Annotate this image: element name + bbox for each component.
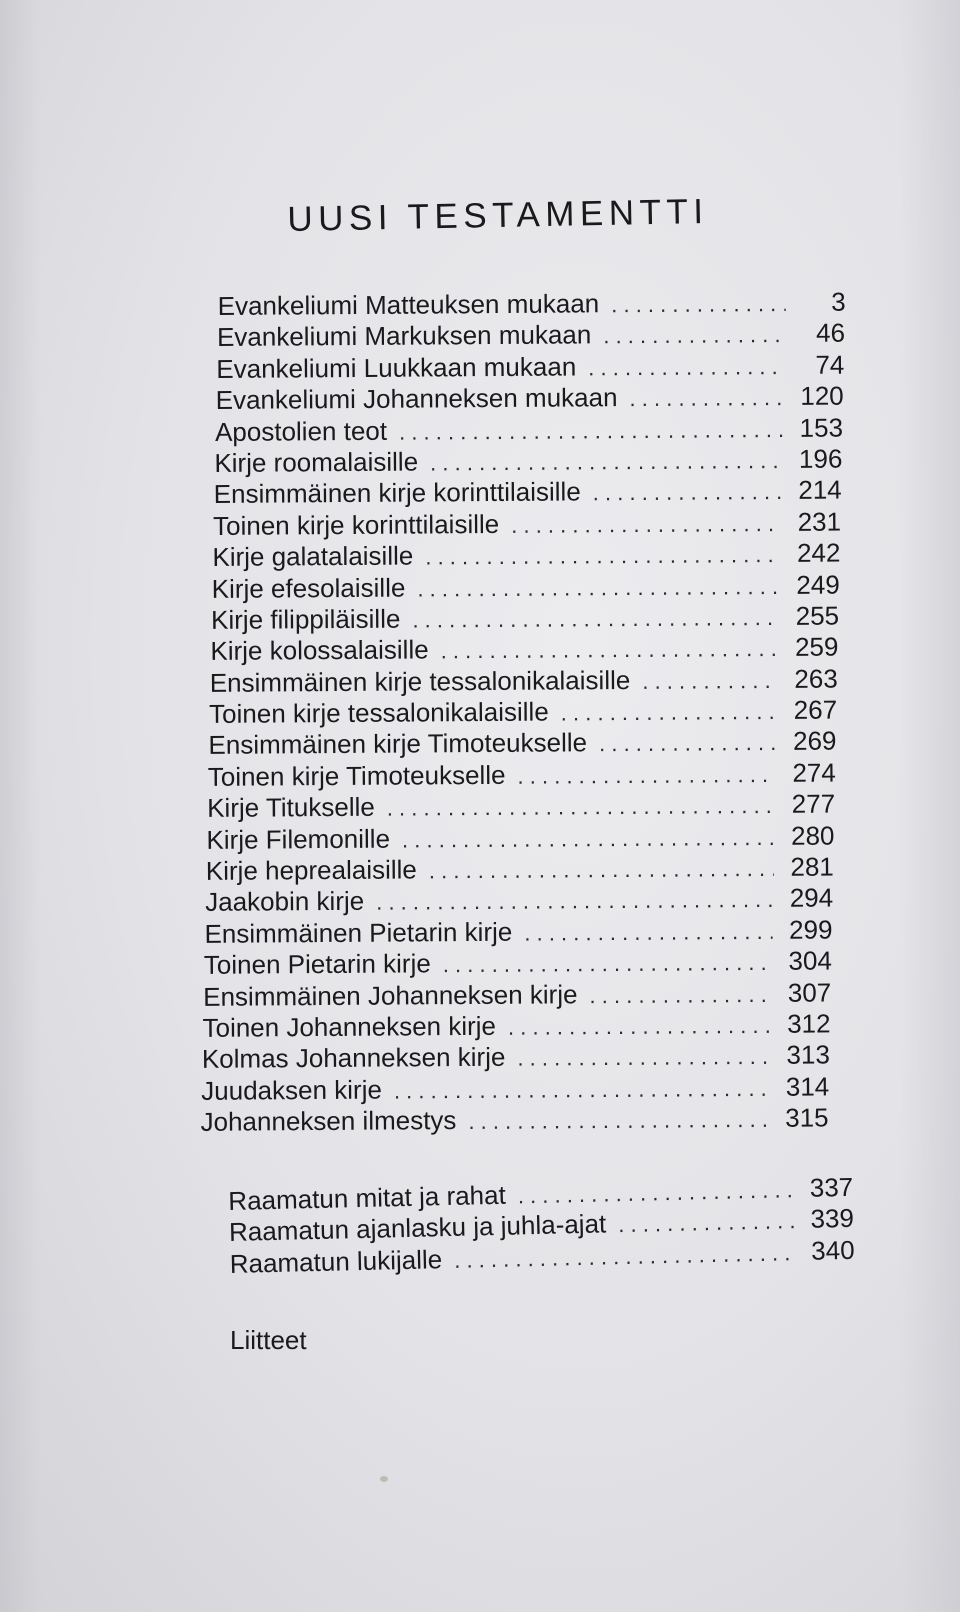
toc-entry-page-number: 277 bbox=[791, 788, 836, 820]
toc-entry-title: Toinen kirje tessalonikalaisille bbox=[209, 696, 549, 729]
dot-leader bbox=[443, 947, 772, 980]
dot-leader bbox=[517, 1041, 770, 1074]
dot-leader bbox=[454, 1237, 795, 1276]
toc-entry-title: Kirje heprealaisille bbox=[205, 854, 417, 886]
toc-entry-title: Kirje filippiläisille bbox=[210, 603, 401, 635]
dot-leader bbox=[430, 445, 782, 478]
toc-entry-title: Raamatun ajanlasku ja juhla-ajat bbox=[228, 1208, 607, 1248]
toc-entry bbox=[210, 663, 838, 699]
paper-speck bbox=[380, 1476, 388, 1482]
dot-leader bbox=[394, 1073, 770, 1107]
toc-entry-title: Evankeliumi Johanneksen mukaan bbox=[215, 382, 618, 416]
dot-leader bbox=[387, 790, 776, 824]
toc-entry-title: Kirje galatalaisille bbox=[212, 540, 414, 573]
toc-entry-title: Juudaksen kirje bbox=[201, 1074, 382, 1106]
toc-entry bbox=[205, 883, 833, 919]
toc-entry bbox=[214, 444, 842, 480]
toc-entry bbox=[216, 381, 844, 417]
dot-leader bbox=[603, 319, 785, 351]
toc-entry-title: Kirje roomalaisille bbox=[214, 446, 419, 478]
toc-entry-page-number: 242 bbox=[796, 537, 841, 568]
dot-leader bbox=[642, 665, 778, 697]
toc-entry-page-number: 337 bbox=[809, 1171, 854, 1203]
dot-leader bbox=[561, 696, 778, 729]
toc-entry-title: Raamatun mitat ja rahat bbox=[228, 1179, 507, 1216]
toc-entry bbox=[217, 318, 845, 354]
toc-entry-page-number: 74 bbox=[815, 349, 845, 380]
dot-leader bbox=[629, 382, 783, 414]
toc-entry-title: Kirje Filemonille bbox=[206, 823, 391, 855]
toc-entry-page-number: 259 bbox=[794, 631, 839, 663]
toc-entry-title: Jaakobin kirje bbox=[205, 886, 365, 918]
toc-entry bbox=[208, 726, 836, 762]
toc-entry-page-number: 153 bbox=[799, 412, 844, 443]
toc-entry-page-number: 281 bbox=[790, 851, 834, 882]
toc-entry bbox=[207, 789, 835, 825]
dot-leader bbox=[618, 1206, 794, 1241]
toc-entry-page-number: 120 bbox=[800, 380, 844, 412]
toc-entry bbox=[214, 475, 842, 511]
toc-entry-page-number: 263 bbox=[794, 663, 838, 694]
toc-entry-title: Kirje Titukselle bbox=[207, 791, 375, 824]
toc-entry bbox=[206, 820, 834, 856]
toc-entry-title: Kirje efesolaisille bbox=[211, 572, 406, 604]
toc-entry-title: Johanneksen ilmestys bbox=[200, 1105, 457, 1137]
toc-entry bbox=[203, 977, 831, 1013]
toc-entry bbox=[212, 569, 840, 605]
toc-entry bbox=[211, 600, 839, 636]
toc-entry-page-number: 249 bbox=[796, 569, 840, 600]
toc-entry bbox=[204, 914, 832, 950]
toc-entry-page-number: 299 bbox=[789, 914, 833, 945]
dot-leader bbox=[524, 916, 772, 949]
toc-entry-page-number: 315 bbox=[785, 1102, 829, 1133]
page-title: UUSI TESTAMENTTI bbox=[287, 191, 709, 239]
toc-entry bbox=[202, 1008, 830, 1044]
toc-entry-title: Ensimmäinen Pietarin kirje bbox=[204, 916, 513, 949]
dot-leader bbox=[468, 1104, 768, 1137]
toc-entry-title: Raamatun lukijalle bbox=[229, 1243, 443, 1279]
dot-leader bbox=[517, 759, 776, 792]
toc-entry-title: Evankeliumi Matteuksen mukaan bbox=[217, 288, 600, 321]
toc-entry-page-number: 3 bbox=[831, 286, 846, 317]
toc-entry-title: Ensimmäinen kirje tessalonikalaisille bbox=[209, 664, 631, 698]
toc-entry-title: Ensimmäinen kirje korinttilaisille bbox=[213, 476, 581, 510]
toc-entry-title: Kirje kolossalaisille bbox=[210, 634, 429, 667]
toc-entry-page-number: 267 bbox=[793, 694, 838, 725]
toc-entry-page-number: 231 bbox=[797, 506, 842, 537]
appendix-heading: Liitteet bbox=[230, 1325, 307, 1355]
toc-entry-page-number: 214 bbox=[798, 474, 842, 506]
dot-leader bbox=[429, 853, 774, 886]
dot-leader bbox=[425, 539, 780, 572]
toc-entry-page-number: 274 bbox=[792, 757, 836, 788]
toc-entry-page-number: 304 bbox=[788, 945, 832, 976]
dot-leader bbox=[599, 727, 777, 759]
dot-leader bbox=[511, 508, 781, 541]
toc-entry-title: Evankeliumi Markuksen mukaan bbox=[216, 319, 592, 353]
toc-entry-title: Toinen Johanneksen kirje bbox=[202, 1010, 497, 1043]
dot-leader bbox=[508, 1010, 771, 1043]
dot-leader bbox=[441, 633, 779, 666]
toc-entry bbox=[215, 412, 843, 448]
toc-entry-title: Kolmas Johanneksen kirje bbox=[201, 1042, 506, 1075]
dot-leader bbox=[589, 978, 771, 1010]
toc-entry bbox=[210, 632, 838, 668]
dot-leader bbox=[376, 884, 773, 918]
toc-entry-page-number: 339 bbox=[810, 1203, 855, 1235]
dot-leader bbox=[402, 822, 775, 856]
toc-entry-page-number: 196 bbox=[798, 443, 843, 474]
toc-entry-page-number: 313 bbox=[786, 1039, 830, 1071]
toc-entry bbox=[204, 946, 832, 982]
toc-entry bbox=[206, 852, 834, 888]
toc-entry-title: Evankeliumi Luukkaan mukaan bbox=[216, 351, 577, 384]
toc-entry-page-number: 269 bbox=[792, 725, 837, 757]
toc-entry bbox=[213, 506, 841, 542]
toc-entry bbox=[201, 1071, 829, 1107]
toc-entry-title: Ensimmäinen Johanneksen kirje bbox=[203, 978, 578, 1012]
dot-leader bbox=[399, 414, 783, 448]
dot-leader bbox=[611, 288, 786, 320]
toc-entry-page-number: 314 bbox=[785, 1071, 830, 1102]
toc-entry-title: Toinen kirje korinttilaisille bbox=[212, 508, 500, 541]
dot-leader bbox=[417, 570, 780, 604]
dot-leader bbox=[412, 602, 779, 636]
toc-entry bbox=[200, 1103, 828, 1139]
toc-entry bbox=[212, 538, 840, 574]
toc-entry bbox=[209, 695, 837, 731]
toc-entry-page-number: 307 bbox=[787, 977, 832, 1008]
toc-entry-title: Apostolien teot bbox=[214, 415, 388, 447]
toc-entry bbox=[216, 349, 844, 385]
dot-leader bbox=[588, 351, 784, 383]
toc-entry-title: Toinen kirje Timoteukselle bbox=[207, 759, 506, 792]
dot-leader bbox=[593, 476, 782, 508]
toc-entry bbox=[202, 1040, 830, 1076]
toc-entry bbox=[218, 287, 846, 323]
toc-entry-page-number: 46 bbox=[815, 317, 846, 349]
toc-entry-title: Toinen Pietarin kirje bbox=[203, 948, 431, 981]
toc-entry-page-number: 312 bbox=[787, 1008, 831, 1039]
table-of-contents bbox=[200, 286, 846, 1152]
toc-entry-page-number: 294 bbox=[789, 882, 834, 914]
toc-entry-title: Ensimmäinen kirje Timoteukselle bbox=[208, 727, 588, 761]
toc-entry-page-number: 280 bbox=[790, 820, 835, 851]
toc-entry-page-number: 340 bbox=[810, 1234, 855, 1266]
supplementary-contents bbox=[228, 1172, 855, 1280]
toc-entry-page-number: 255 bbox=[795, 600, 840, 631]
toc-entry bbox=[208, 757, 836, 793]
